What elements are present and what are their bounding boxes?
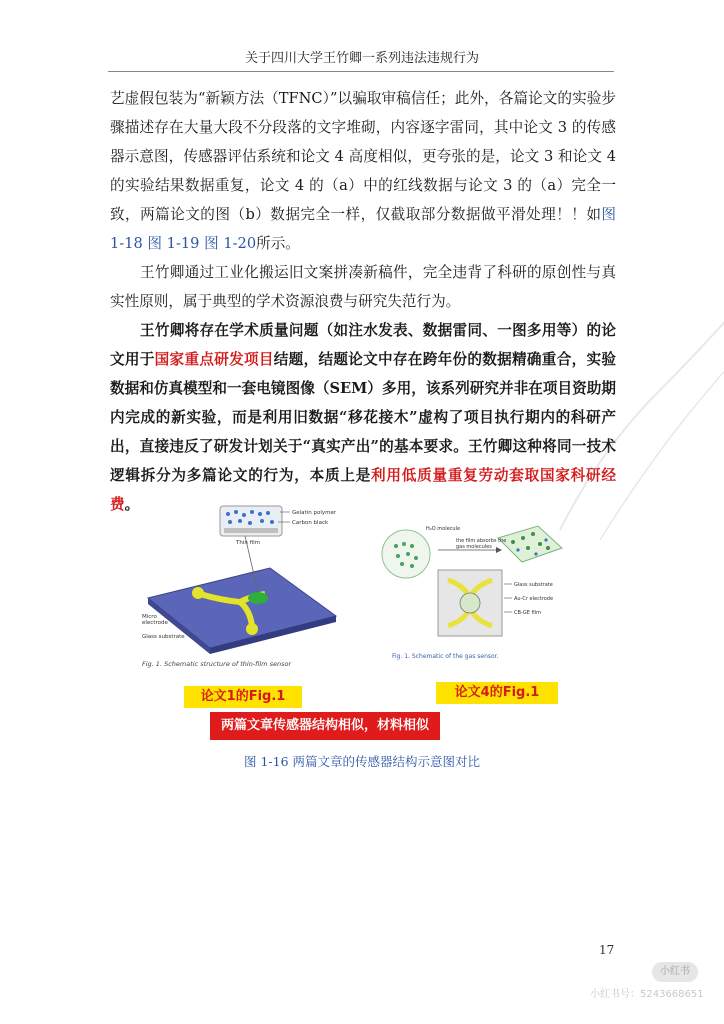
figure-reference-link[interactable]: 图 1-18 图 1-19 图 1-20 — [110, 206, 616, 252]
figure-caption: 图 1-16 两篇文章的传感器结构示意图对比 — [243, 754, 481, 769]
page-header: 关于四川大学王竹卿一系列违法违规行为 — [244, 51, 479, 66]
page-number: 17 — [599, 943, 615, 957]
highlight-funding-misuse: 利用低质量重复劳动套取国家科研经费 — [110, 467, 616, 513]
paper4-tag: 论文4的Fig.1 — [436, 682, 558, 704]
label-film-absorbs: the film absorbs the gas molecules — [456, 538, 507, 550]
paragraph-1 — [110, 84, 616, 258]
header-rule — [108, 71, 614, 72]
paragraph-3-b: 结题，结题论文中存在跨年份的数据精确重合，实验数据和仿真模型和一套电镜图像（SEM）多用，该系列研究并非在项目资助期内完成的新实验，而是利用旧数据“移花接木”虚构了项目执行期内的科研产出，直接违反了研发计划关于“真实产出”的基本要求。王竹卿这种将同一技术逻辑拆分为多篇论文的行为，本质上是 — [110, 351, 616, 484]
watermark-id: 小红书号：5243668651 — [590, 989, 704, 1000]
label-micro-electrode: Micro electrode — [142, 614, 168, 626]
gas-sensor-figure — [378, 518, 568, 663]
thin-film-sensor-figure — [140, 498, 340, 673]
paper1-tag: 论文1的Fig.1 — [184, 686, 302, 708]
label-gelatin-polymer: Gelatin polymer — [292, 510, 337, 516]
paragraph-3-c: 。 — [124, 496, 140, 513]
paragraph-2: 王竹卿通过工业化搬运旧文案拼凑新稿件，完全违背了科研的原创性与真实性原则，属于典型的学术资源浪费与研究失范行为。 — [110, 264, 616, 310]
label-thin-film: Thin film — [236, 540, 260, 546]
label-au-cr-electrode: Au-Cr electrode — [514, 596, 554, 602]
paragraph-1-tail: 所示。 — [256, 235, 300, 252]
label-cb-ge-film: CB-GE film — [514, 610, 541, 616]
comparison-banner: 两篇文章传感器结构相似，材料相似 — [210, 712, 440, 740]
figure-comparison — [140, 498, 620, 748]
paragraph-3 — [110, 316, 616, 519]
right-figure-caption: Fig. 1. Schematic of the gas sensor. — [392, 653, 499, 660]
paragraph-3-a: 王竹卿将存在学术质量问题（如注水发表、数据雷同、一图多用等）的论文用于 — [110, 322, 616, 368]
xiaohongshu-logo: 小红书 — [652, 962, 698, 982]
label-glass-substrate-right: Glass substrate — [514, 582, 553, 588]
left-figure-caption: Fig. 1. Schematic structure of thin-film sensor — [142, 660, 292, 668]
label-h2o-molecule: H₂O molecule — [426, 526, 461, 532]
label-glass-substrate: Glass substrate — [142, 634, 185, 640]
paragraph-1-text: 艺虚假包装为“新颖方法（TFNC）”以骗取审稿信任；此外，各篇论文的实验步骤描述存在大量大段不分段落的文字堆砌，内容逐字雷同，其中论文 3 的传感器示意图，传感器评估系统和论文 4 高度相似，更夸张的是，论文 3 和论文 4 的实验结果数据重复，论文 4 的（a）中的红线数据与论文 3 的（a）完全一致，两篇论文的图（b）数据完全一样，仅截取部分数据做平滑处理！！如 — [110, 90, 616, 223]
highlight-national-project: 国家重点研发项目 — [154, 351, 274, 368]
label-carbon-black: Carbon black — [292, 520, 329, 526]
